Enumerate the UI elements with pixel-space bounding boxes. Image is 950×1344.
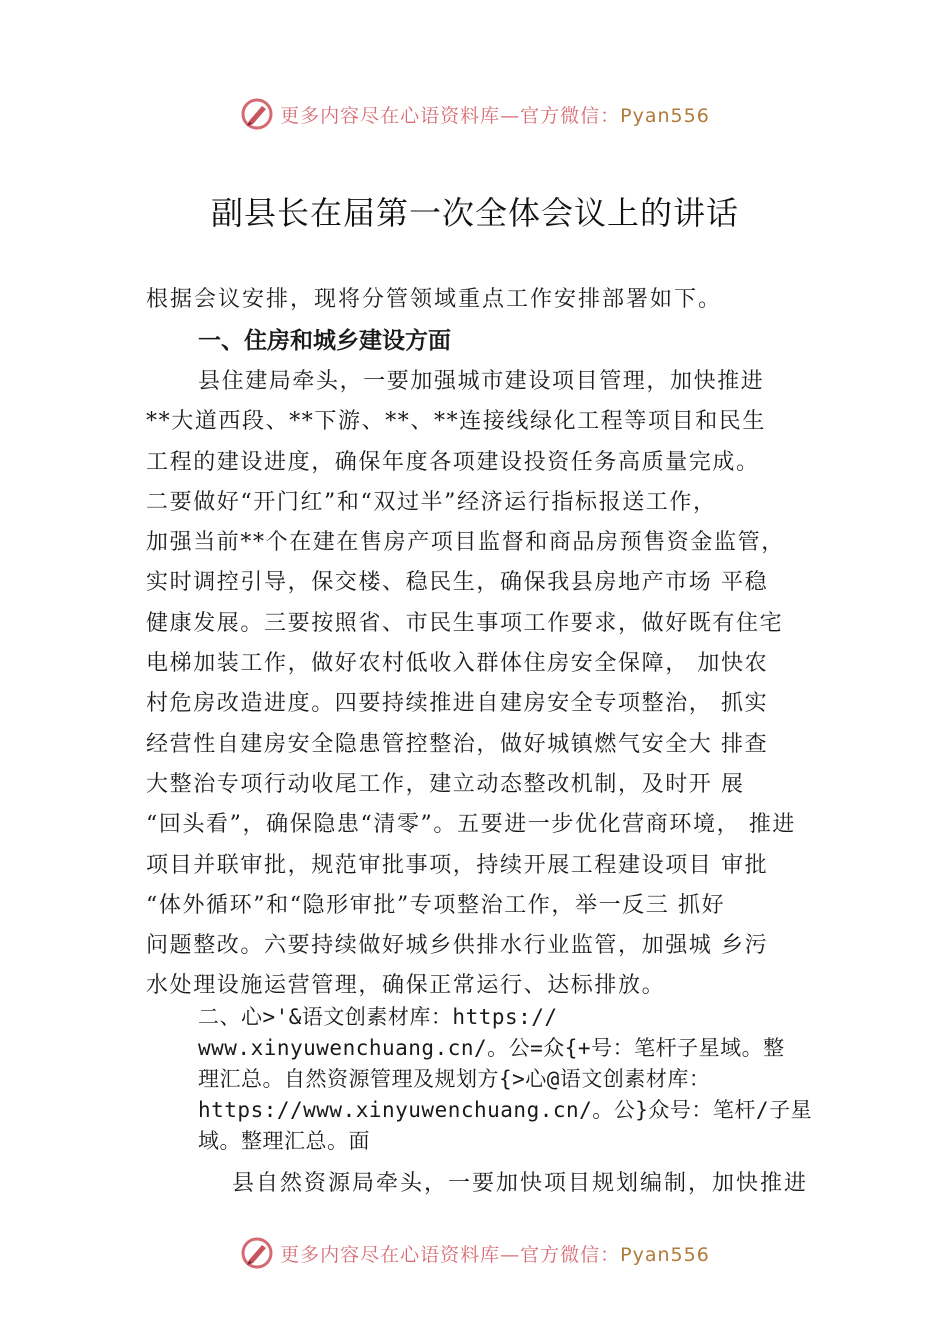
text-line: 电梯加装工作，做好农村低收入群体住房安全保障， 加快农 — [146, 651, 769, 677]
text-line: 项目并联审批，规范审批事项，持续开展工程建设项目 审批 — [146, 852, 769, 878]
footer-watermark-banner — [0, 1233, 950, 1273]
text-line: www.xinyuwenchuang.cn/。公=众{+号：笔杆子星域。整 — [198, 1036, 785, 1060]
text-line: 县住建局牵头，一要加强城市建设项目管理，加快推进 — [198, 369, 765, 394]
section-body-housing — [146, 362, 846, 1007]
section-heading-natural-resources — [198, 1002, 838, 1157]
intro-paragraph: 根据会议安排，现将分管领域重点工作安排部署如下。 — [146, 287, 723, 312]
text-line: 问题整改。六要持续做好城乡供排水行业监管，加强城 乡污 — [146, 933, 769, 959]
watermark-text: 更多内容尽在心语资料库—官方微信：Pyan556 — [280, 1243, 710, 1266]
text-line: 大整治专项行动收尾工作，建立动态整改机制，及时开 展 — [146, 771, 745, 797]
text-line: 二要做好“开门红”和“双过半”经济运行指标报送工作， — [146, 489, 717, 515]
text-line: “回头看”，确保隐患“清零”。五要进一步优化营商环境， 推进 — [146, 812, 796, 838]
watermark-text: 更多内容尽在心语资料库—官方微信：Pyan556 — [280, 104, 710, 127]
text-line: 工程的建设进度，确保年度各项建设投资任务高质量完成。 — [146, 449, 760, 475]
wechat-id: Pyan556 — [620, 1243, 710, 1266]
wechat-id: Pyan556 — [620, 104, 710, 127]
header-watermark-banner — [0, 94, 950, 134]
text-line: 理汇总。自然资源管理及规划方{>心@语文创素材库： — [198, 1067, 711, 1091]
text-line: 加强当前**个在建在售房产项目监督和商品房预售资金监管， — [146, 530, 785, 556]
text-line: 水处理设施运营管理，确保正常运行、达标排放。 — [146, 973, 666, 999]
text-line: 二、心>'&语文创素材库：https:// — [198, 1005, 558, 1029]
section-heading-housing: 一、住房和城乡建设方面 — [198, 328, 451, 354]
text-line: 域。整理汇总。面 — [198, 1129, 370, 1153]
text-line: 实时调控引导，保交楼、稳民生，确保我县房地产市场 平稳 — [146, 570, 769, 596]
text-line: 经营性自建房安全隐患管控整治，做好城镇燃气安全大 排查 — [146, 731, 769, 757]
text-line: https://www.xinyuwenchuang.cn/。公}众号：笔杆/子星 — [198, 1098, 813, 1122]
text-line: 健康发展。三要按照省、市民生事项工作要求，做好既有住宅 — [146, 610, 784, 636]
text-line: “体外循环”和“隐形审批”专项整治工作，举一反三 抓好 — [146, 892, 726, 918]
text-line: **大道西段、**下游、**、**连接线绿化工程等项目和民生 — [146, 409, 767, 435]
pen-logo-icon — [240, 1236, 274, 1270]
text-line: 村危房改造进度。四要持续推进自建房安全专项整治， 抓实 — [146, 691, 769, 717]
section-body-natural-resources: 县自然资源局牵头，一要加快项目规划编制，加快推进 — [232, 1171, 809, 1196]
page-title: 副县长在届第一次全体会议上的讲话 — [210, 194, 739, 232]
pen-logo-icon — [240, 97, 274, 131]
